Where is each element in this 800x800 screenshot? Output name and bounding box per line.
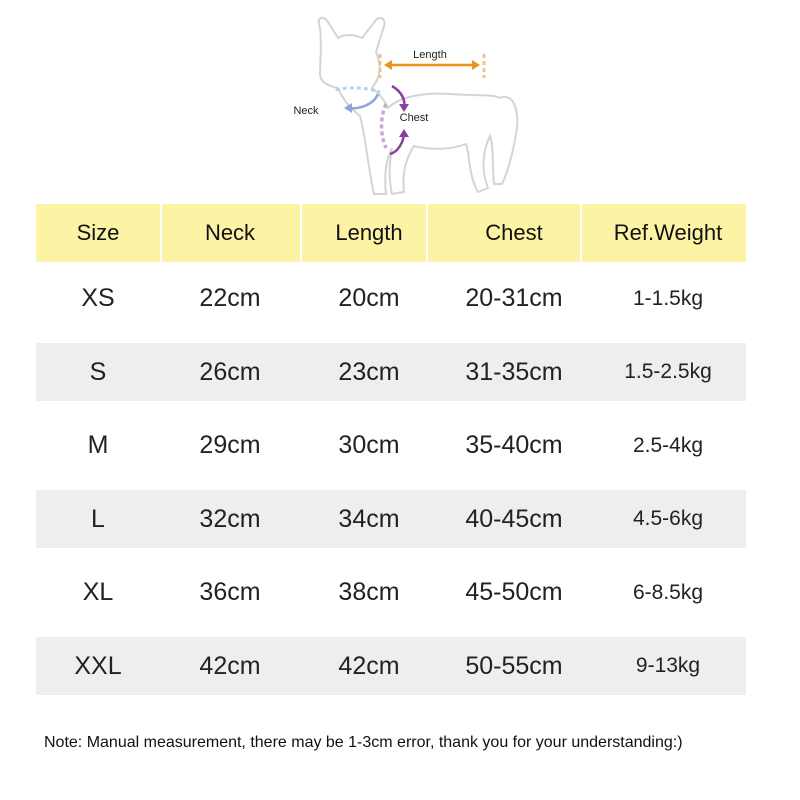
cell-chest: 31-35cm [465, 357, 563, 386]
header-chest: Chest [485, 220, 543, 245]
header-length: Length [335, 220, 403, 245]
cell-chest: 45-50cm [465, 578, 563, 606]
table-row [36, 556, 746, 629]
cell-chest: 20-31cm [465, 284, 563, 312]
header-divider [160, 204, 162, 262]
table-row [36, 343, 746, 401]
cell-length: 30cm [338, 431, 400, 459]
header-size: Size [76, 220, 120, 245]
cell-neck: 42cm [199, 651, 261, 680]
cell-weight: 9-13kg [635, 654, 701, 677]
cell-weight: 1-1.5kg [632, 286, 704, 310]
chest-dashes [382, 104, 387, 148]
dog-measurement-diagram [280, 8, 540, 204]
cell-chest: 50-55cm [465, 651, 563, 680]
cell-length: 42cm [338, 651, 400, 680]
table-row [36, 637, 746, 695]
dog-illustration [280, 8, 540, 204]
cell-neck: 29cm [199, 431, 261, 459]
table-row [36, 409, 746, 482]
chest-arrowhead-top [399, 104, 409, 112]
measurement-note: Note: Manual measurement, there may be 1-3cm error, thank you for your understanding:) [44, 734, 683, 751]
cell-size: M [87, 431, 109, 459]
table-header-row [36, 204, 746, 262]
cell-neck: 32cm [199, 504, 261, 533]
header-divider [300, 204, 302, 262]
cell-chest: 35-40cm [465, 431, 563, 459]
cell-length: 34cm [338, 504, 400, 533]
header-divider [426, 204, 428, 262]
cell-chest: 40-45cm [465, 504, 563, 533]
neck-label: Neck [293, 105, 319, 117]
cell-size: XL [82, 578, 114, 606]
header-ref-weight: Ref.Weight [613, 220, 723, 245]
cell-size: XXL [74, 651, 122, 680]
cell-neck: 22cm [199, 284, 261, 312]
cell-size: S [89, 357, 107, 386]
cell-size: XS [81, 284, 115, 312]
length-arrowhead-right [472, 60, 480, 70]
cell-length: 38cm [338, 578, 400, 606]
length-label: Length [413, 49, 447, 61]
chest-arrowhead-bottom [399, 129, 409, 137]
header-divider [580, 204, 582, 262]
cell-neck: 36cm [199, 578, 261, 606]
chest-label: Chest [399, 112, 429, 124]
cell-size: L [91, 504, 105, 533]
length-arrowhead-left [384, 60, 392, 70]
cell-neck: 26cm [199, 357, 261, 386]
cell-length: 23cm [338, 357, 400, 386]
cell-weight: 2.5-4kg [632, 433, 704, 457]
size-chart-table [36, 204, 746, 703]
table-row [36, 262, 746, 335]
table-row [36, 490, 746, 548]
cell-weight: 6-8.5kg [632, 580, 704, 604]
cell-weight: 4.5-6kg [632, 507, 704, 530]
cell-length: 20cm [338, 284, 400, 312]
header-neck: Neck [204, 220, 256, 245]
cell-weight: 1.5-2.5kg [624, 360, 712, 383]
